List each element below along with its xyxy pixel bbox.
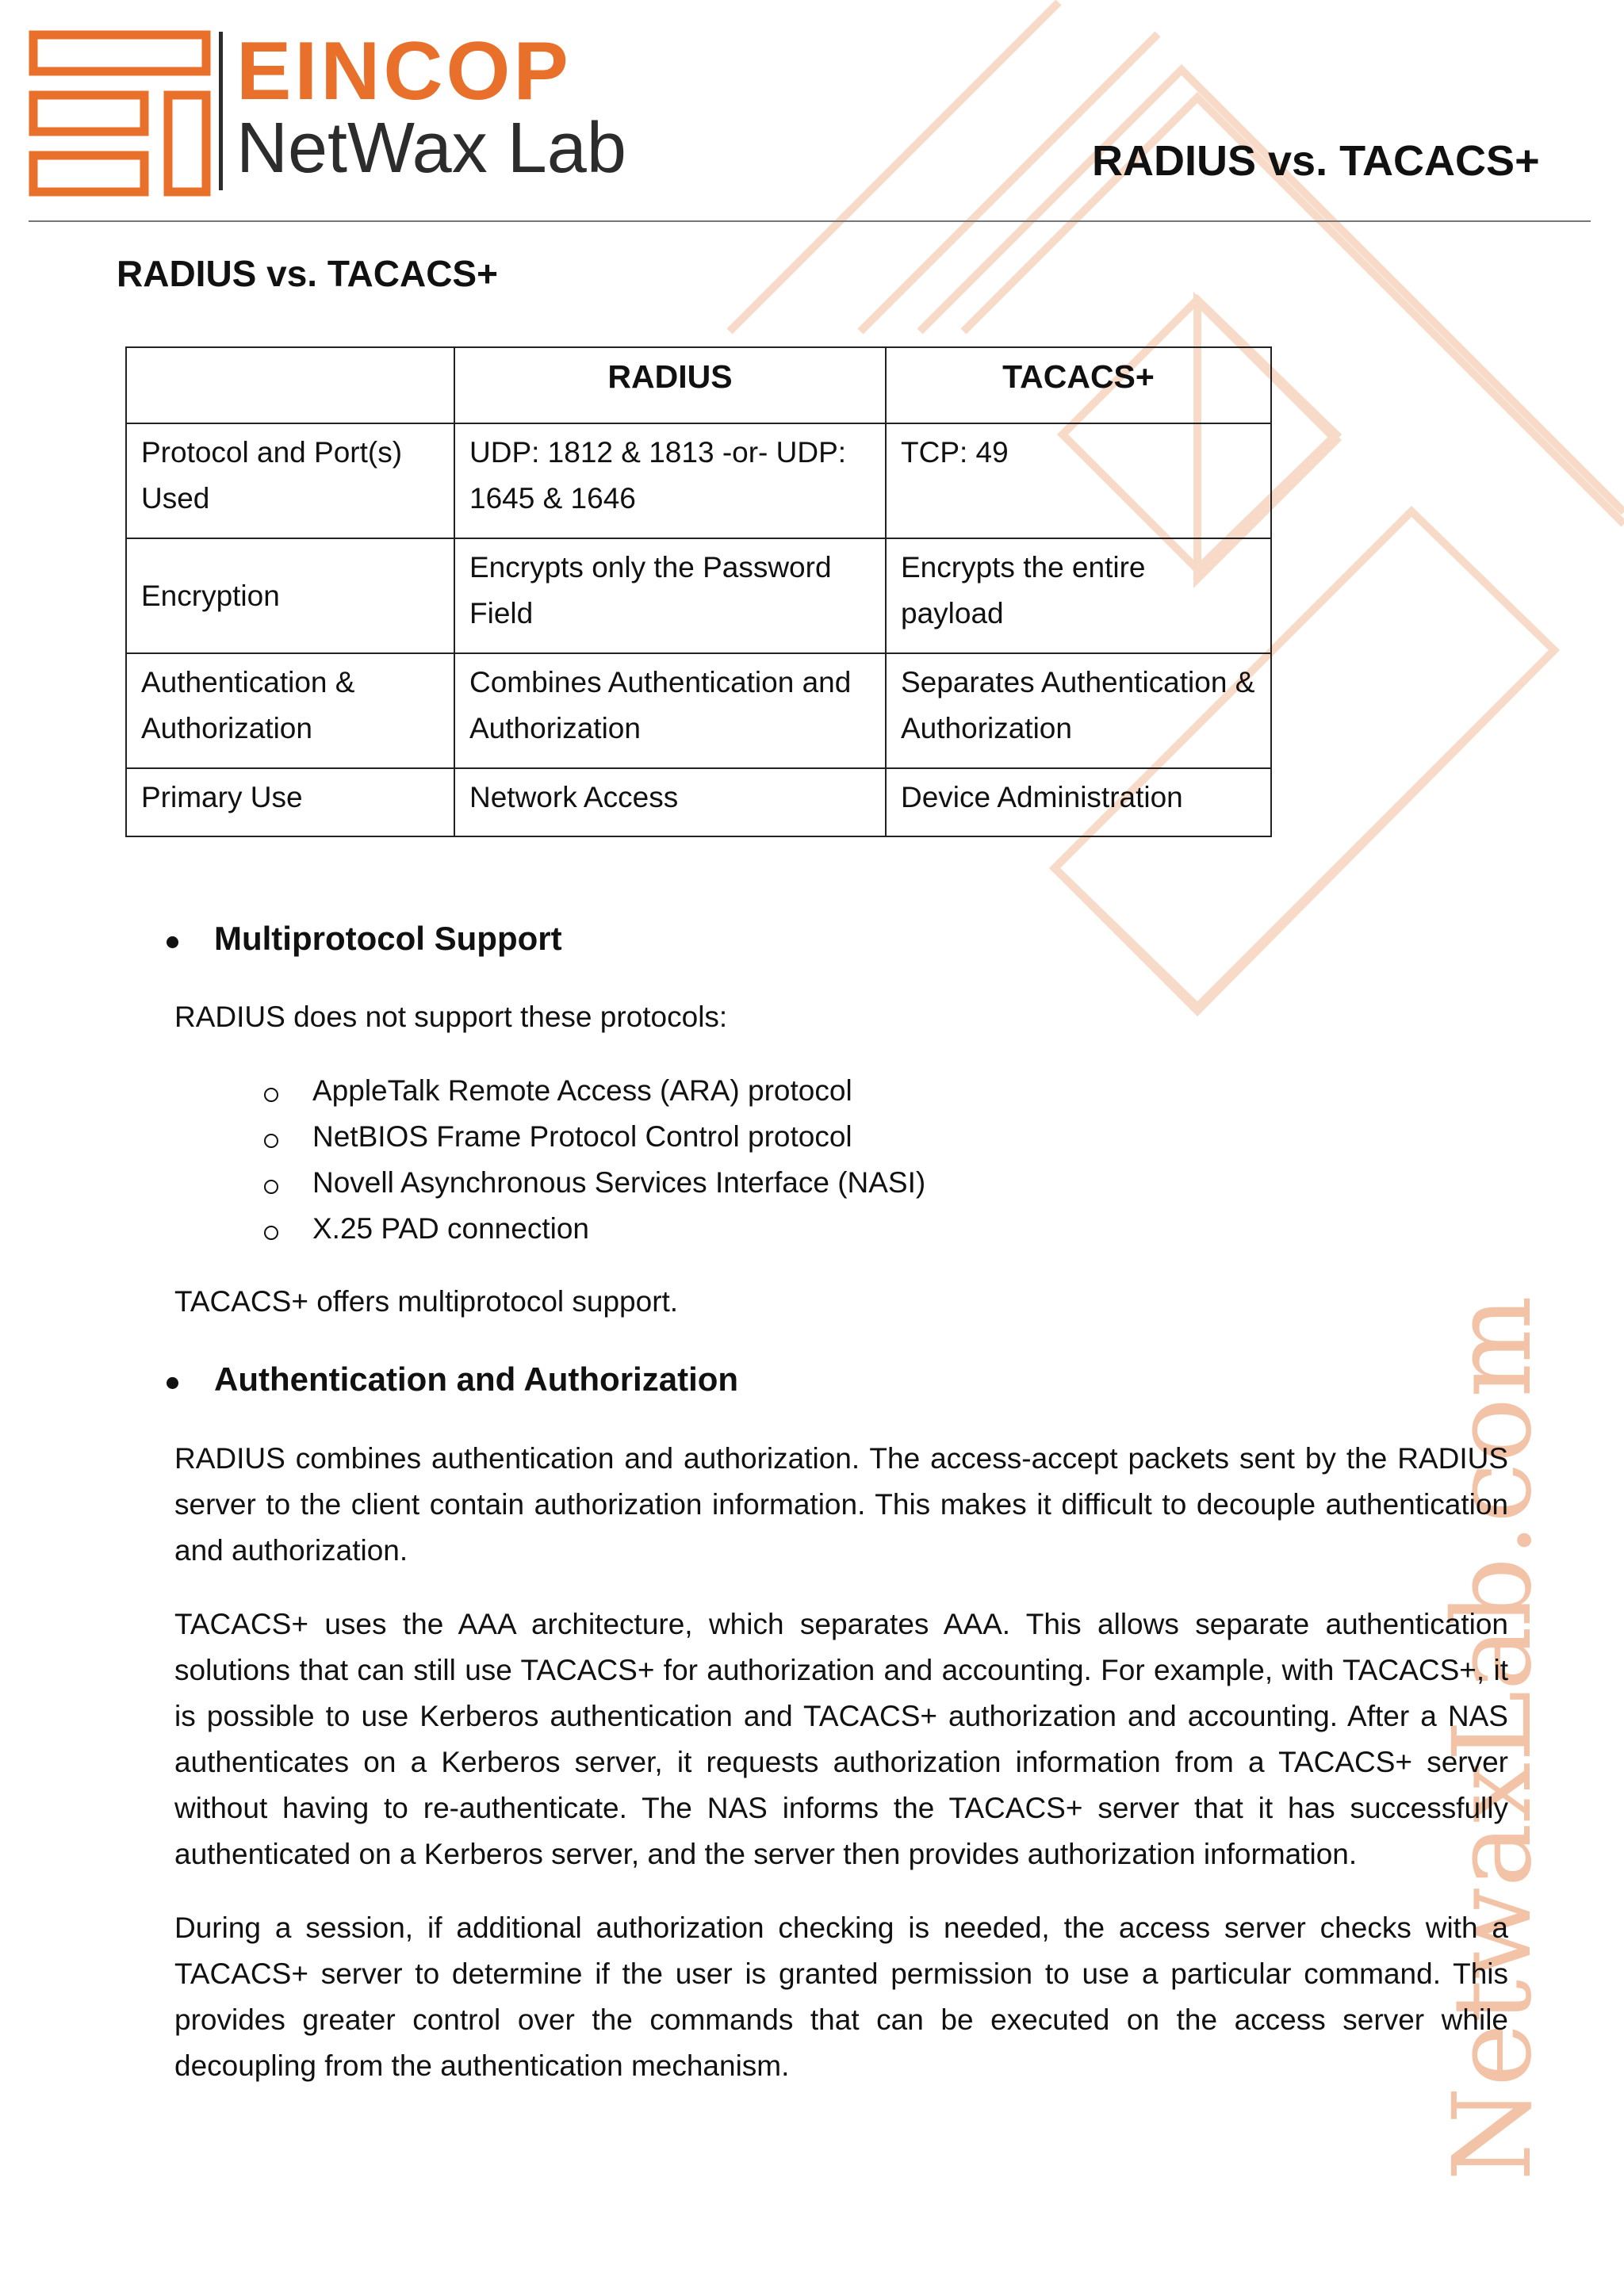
table-row bbox=[126, 423, 1271, 538]
brand-name: EINCOP bbox=[236, 25, 572, 117]
comparison-table bbox=[125, 346, 1272, 837]
table-cell: Device Administration bbox=[886, 768, 1271, 836]
table-cell: Encrypts the entire payload bbox=[886, 538, 1271, 653]
table-cell: Protocol and Port(s) Used bbox=[126, 423, 454, 538]
list-item: Novell Asynchronous Services Interface (NASI) bbox=[312, 1166, 926, 1199]
table-cell: Encryption bbox=[126, 538, 454, 653]
table-cell: UDP: 1812 & 1813 -or- UDP: 1645 & 1646 bbox=[454, 423, 886, 538]
table-cell: Separates Authentication & Authorization bbox=[886, 653, 1271, 768]
header-title: RADIUS vs. TACACS+ bbox=[1092, 137, 1540, 185]
paragraph: RADIUS combines authentication and authorization. The access-accept packets sent by the RADIUS server to the client contain authorization information. This makes it difficult to decouple authentication and authorization. bbox=[174, 1442, 1508, 1567]
list-item: AppleTalk Remote Access (ARA) protocol bbox=[312, 1074, 852, 1107]
table-cell: Authentication & Authorization bbox=[126, 653, 454, 768]
table-header-row bbox=[126, 347, 1271, 423]
logo-divider bbox=[219, 32, 223, 190]
list-item: X.25 PAD connection bbox=[312, 1212, 589, 1245]
list-item: NetBIOS Frame Protocol Control protocol bbox=[312, 1120, 852, 1153]
page-title: RADIUS vs. TACACS+ bbox=[117, 253, 498, 294]
section-outro: TACACS+ offers multiprotocol support. bbox=[174, 1285, 679, 1318]
bullet-icon bbox=[167, 936, 178, 948]
table-cell: Encrypts only the Password Field bbox=[454, 538, 886, 653]
table-cell: TCP: 49 bbox=[886, 423, 1271, 538]
paragraph: During a session, if additional authorization checking is needed, the access server checks with a TACACS+ server to determine if the user is granted permission to use a particular command. This provides greater control over the commands that can be executed on the access server while decoupling from the authentication mechanism. bbox=[174, 1911, 1508, 2082]
table-row bbox=[126, 768, 1271, 836]
table-cell: Primary Use bbox=[126, 768, 454, 836]
bullet-icon bbox=[167, 1377, 178, 1389]
logo-icon bbox=[29, 30, 211, 197]
circle-bullet-icon bbox=[264, 1180, 278, 1194]
circle-bullet-icon bbox=[264, 1134, 278, 1148]
table-header-cell: RADIUS bbox=[454, 347, 886, 423]
table-row bbox=[126, 538, 1271, 653]
circle-bullet-icon bbox=[264, 1226, 278, 1240]
section-intro: RADIUS does not support these protocols: bbox=[174, 1001, 728, 1033]
brand-subtitle: NetWax Lab bbox=[236, 109, 626, 188]
table-row bbox=[126, 653, 1271, 768]
paragraph: TACACS+ uses the AAA architecture, which separates AAA. This allows separate authentication solutions that can still use TACACS+ for authorization and accounting. For example, with TACACS+, it is possible to use Kerberos authentication and TACACS+ authorization and accounting. After a NAS authenticates on a Kerberos server, it requests authorization information from a TACACS+ server without having to re-authenticate. The NAS informs the TACACS+ server that it has successfully authenticated on a Kerberos server, and the server then provides authorization information. bbox=[174, 1608, 1508, 1870]
circle-bullet-icon bbox=[264, 1088, 278, 1102]
watermark-text: NetwaxLab.com bbox=[1431, 1295, 1556, 2181]
section-heading-multiprotocol: Multiprotocol Support bbox=[214, 920, 562, 957]
header-divider bbox=[29, 220, 1591, 222]
table-header-cell: TACACS+ bbox=[886, 347, 1271, 423]
section-heading-authentication: Authentication and Authorization bbox=[214, 1360, 739, 1398]
table-header-cell bbox=[126, 347, 454, 423]
table-cell: Network Access bbox=[454, 768, 886, 836]
table-cell: Combines Authentication and Authorization bbox=[454, 653, 886, 768]
